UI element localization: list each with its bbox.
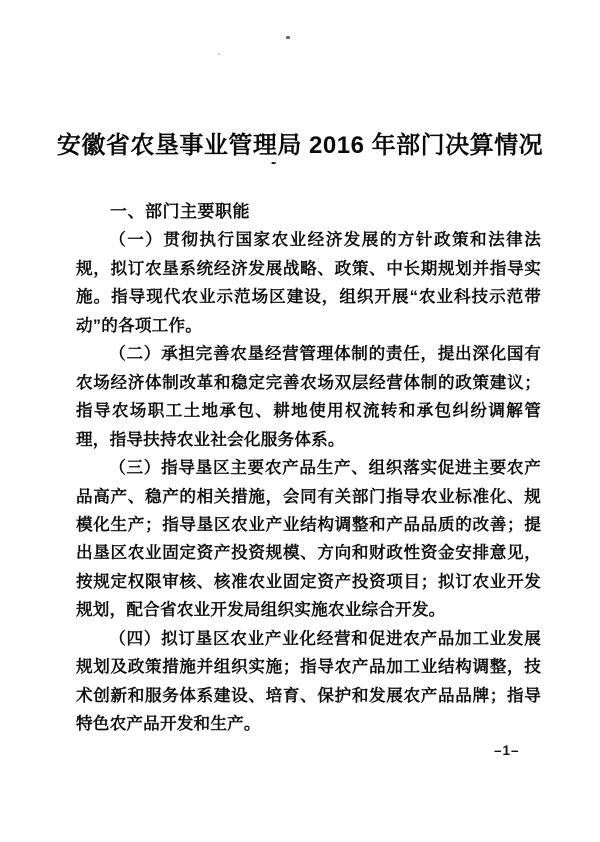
paragraph-4: （四）拟订垦区农业产业化经营和促进农产品加工业发展规划及政策措施并组织实施；指导农产品加工业结构调整，技术创新和服务体系建设、培育、保护和发展农产品品牌；指导特色农产品开发和生产。 bbox=[76, 628, 541, 734]
scan-artifact bbox=[218, 53, 220, 55]
document-body bbox=[76, 198, 541, 739]
paragraph-1: （一）贯彻执行国家农业经济发展的方针政策和法律法规，拟订农垦系统经济发展战略、政策、中长期规划并指导实施。指导现代农业示范场区建设，组织开展“农业科技示范带动”的各项工作。 bbox=[76, 230, 541, 335]
paragraph-3: （三）指导垦区主要农产品生产、组织落实促进主要农产品高产、稳产的相关措施，会同有关部门指导农业标准化、规模化生产；指导垦区农业产业结构调整和产品品质的改善；提出垦区农业固定资产投资规模、方向和财政性资金安排意见，按规定权限审核、核准农业固定资产投资项目；拟订农业开发规划，配合省农业开发局组织实施农业综合开发。 bbox=[76, 458, 541, 620]
document-title: 安徽省农垦事业管理局 2016 年部门决算情况 bbox=[56, 132, 544, 159]
paragraph-2: （二）承担完善农垦经营管理体制的责任，提出深化国有农场经济体制改革和稳定完善农场双层经营体制的政策建议；指导农场职工土地承包、耕地使用权流转和承包纠纷调解管理，指导扶持农业社会化服务体系。 bbox=[76, 344, 541, 449]
section-heading: 一、部门主要职能 bbox=[110, 202, 250, 221]
scan-artifact bbox=[286, 36, 290, 39]
page-number: –1– bbox=[494, 743, 520, 758]
title-dash: - bbox=[271, 154, 277, 171]
